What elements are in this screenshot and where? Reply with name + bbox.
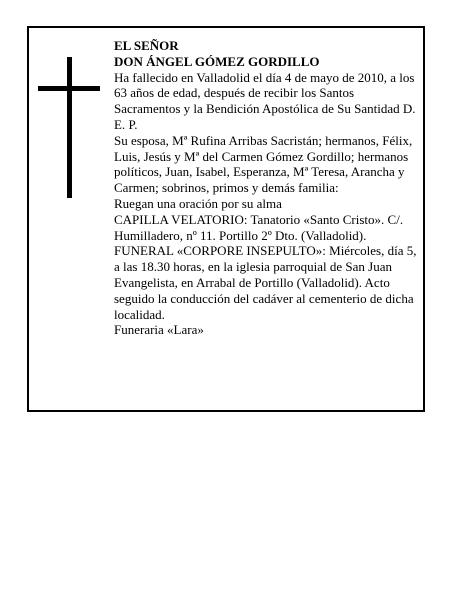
death-announcement: Ha fallecido en Valladolid el día 4 de mayo de 2010, a los 63 años de edad, después de recibir los Santos Sacramentos y la Bendición Apostólica de Su Santidad D. E. P. <box>114 69 416 132</box>
obituary-text <box>114 38 422 338</box>
chapel-info: CAPILLA VELATORIO: Tanatorio «Santo Cristo». C/. Humilladero, nº 11. Portillo 2º Dto. (Valladolid). <box>114 211 404 243</box>
obituary-notice <box>27 26 425 412</box>
family-list: Su esposa, Mª Rufina Arribas Sacristán; hermanos, Félix, Luis, Jesús y Mª del Carmen Gómez Gordillo; hermanos políticos, Juan, Isabel, Esperanza, Mª Teresa, Arancha y Carmen; sobrinos, primos y demás familia: <box>114 132 413 196</box>
deceased-name: DON ÁNGEL GÓMEZ GORDILLO <box>114 53 320 69</box>
funeral-home: Funeraria «Lara» <box>114 322 204 338</box>
cross-vertical-bar <box>67 57 72 198</box>
cross-horizontal-bar <box>38 86 100 91</box>
prayer-request: Ruegan una oración por su alma <box>114 195 282 211</box>
funeral-info: FUNERAL «CORPORE INSEPULTO»: Miércoles, día 5, a las 18.30 horas, en la iglesia parroquial de San Juan Evangelista, en Arrabal de Portillo (Valladolid). Acto seguido la conducción del cadáver al cementerio de dicha localidad. <box>114 243 417 322</box>
title-line-1: EL SEÑOR <box>114 38 179 53</box>
